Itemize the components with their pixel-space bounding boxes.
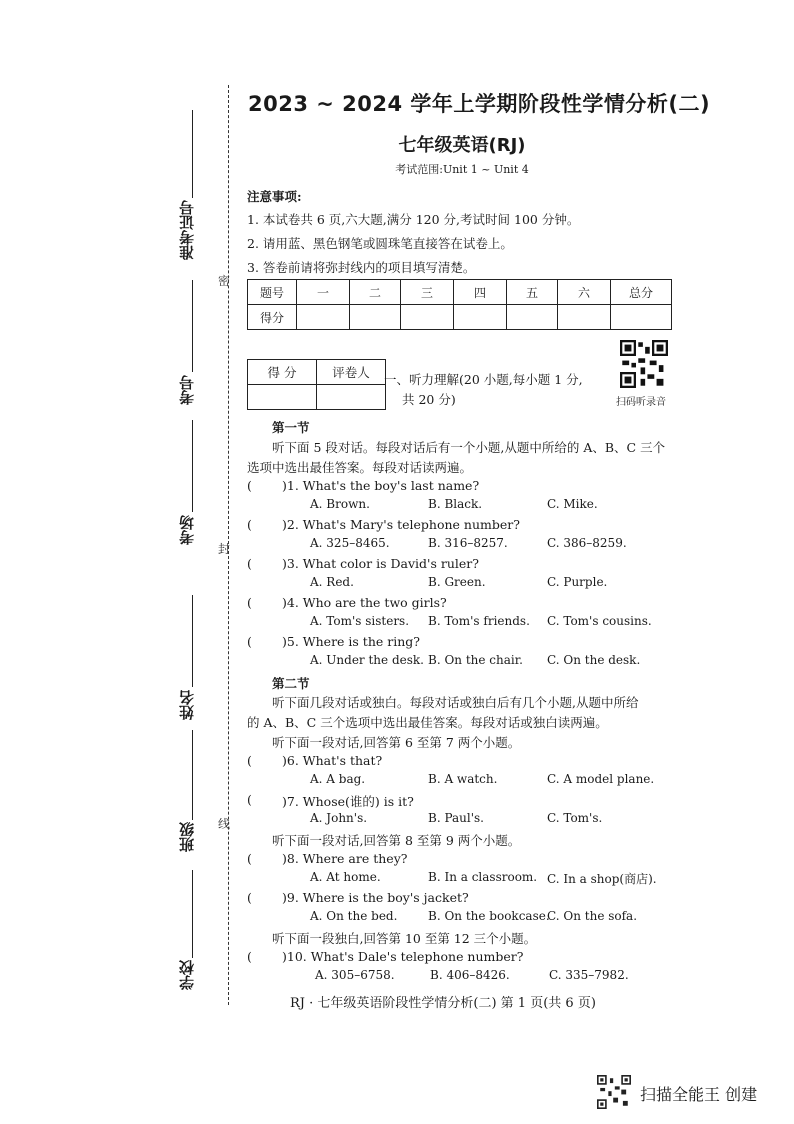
score-row-label: 得分	[248, 305, 297, 330]
option-b: B. In a classroom.	[428, 870, 538, 884]
score-table	[247, 279, 672, 330]
grader-box	[247, 359, 386, 410]
score-cell[interactable]	[454, 305, 507, 330]
score-header: 总分	[611, 280, 672, 305]
score-header: 二	[350, 280, 401, 305]
fill-line[interactable]	[192, 280, 193, 372]
sub-instruction: 听下面一段对话,回答第 8 至第 9 两个小题。	[272, 833, 521, 848]
option-b: B. On the chair.	[428, 653, 523, 667]
section1-title-cont: 共 20 分)	[402, 392, 456, 407]
option-b: B. 316–8257.	[428, 536, 508, 550]
seal-mark: 密	[218, 274, 231, 288]
option-a: A. A bag.	[310, 772, 366, 786]
score-cell[interactable]	[611, 305, 672, 330]
grader-name-cell[interactable]	[317, 385, 386, 410]
option-c: C. 386–8259.	[547, 536, 627, 550]
exam-scope: 考试范围:Unit 1 ~ Unit 4	[395, 163, 529, 176]
part2-heading: 第二节	[272, 676, 310, 691]
score-header: 五	[507, 280, 558, 305]
option-c: C. Tom's cousins.	[547, 614, 652, 628]
score-header: 一	[297, 280, 350, 305]
answer-bracket[interactable]: (	[247, 478, 252, 493]
option-a: A. Brown.	[310, 497, 370, 511]
option-c: C. Mike.	[547, 497, 598, 511]
label-class: 班级	[178, 822, 196, 852]
option-c: C. 335–7982.	[549, 968, 629, 982]
fill-line[interactable]	[192, 420, 193, 512]
part1-heading: 第一节	[272, 420, 310, 435]
option-b: B. Black.	[428, 497, 483, 511]
question: )8. Where are they?	[282, 851, 408, 866]
score-cell[interactable]	[297, 305, 350, 330]
question: )6. What's that?	[282, 753, 383, 768]
sub-instruction: 听下面一段独白,回答第 10 至第 12 三个小题。	[272, 931, 537, 946]
label-exam-room: 考场	[178, 515, 196, 545]
note-item: 2. 请用蓝、黑色钢笔或圆珠笔直接答在试卷上。	[247, 236, 513, 251]
score-cell[interactable]	[558, 305, 611, 330]
option-a: A. 305–6758.	[315, 968, 395, 982]
part2-instruction: 听下面几段对话或独白。每段对话或独白后有几个小题,从题中所给	[272, 695, 639, 710]
score-header: 三	[401, 280, 454, 305]
option-c: C. On the sofa.	[547, 909, 638, 923]
answer-bracket[interactable]: (	[247, 890, 252, 905]
option-b: B. Tom's friends.	[428, 614, 530, 628]
score-cell[interactable]	[507, 305, 558, 330]
option-c: C. A model plane.	[547, 772, 655, 786]
option-c: C. On the desk.	[547, 653, 641, 667]
option-a: A. John's.	[310, 811, 368, 825]
option-b: B. Paul's.	[428, 811, 484, 825]
qr-code-icon[interactable]	[620, 340, 668, 388]
option-a: A. Red.	[310, 575, 354, 589]
part2-instruction-cont: 的 A、B、C 三个选项中选出最佳答案。每段对话或独白读两遍。	[247, 715, 608, 730]
score-cell[interactable]	[350, 305, 401, 330]
answer-bracket[interactable]: (	[247, 595, 252, 610]
score-header: 四	[454, 280, 507, 305]
question: )10. What's Dale's telephone number?	[282, 949, 524, 964]
option-b: B. Green.	[428, 575, 486, 589]
answer-bracket[interactable]: (	[247, 851, 252, 866]
grader-name-label: 评卷人	[317, 360, 386, 385]
subject-title: 七年级英语(RJ)	[398, 135, 526, 156]
fill-line[interactable]	[192, 595, 193, 687]
question: )3. What color is David's ruler?	[282, 556, 479, 571]
option-c: C. In a shop(商店).	[547, 872, 657, 886]
score-header: 题号	[248, 280, 297, 305]
part1-instruction: 听下面 5 段对话。每段对话后有一个小题,从题中所给的 A、B、C 三个	[272, 440, 666, 455]
page-footer: RJ · 七年级英语阶段性学情分析(二) 第 1 页(共 6 页)	[290, 996, 596, 1011]
option-a: A. At home.	[310, 870, 381, 884]
option-b: B. On the bookcase.	[428, 909, 550, 923]
score-cell[interactable]	[401, 305, 454, 330]
grader-score-cell[interactable]	[248, 385, 317, 410]
question: )2. What's Mary's telephone number?	[282, 517, 520, 532]
question: )7. Whose(谁的) is it?	[282, 794, 414, 809]
option-b: B. 406–8426.	[430, 968, 510, 982]
note-item: 1. 本试卷共 6 页,六大题,满分 120 分,考试时间 100 分钟。	[247, 212, 580, 227]
score-header: 六	[558, 280, 611, 305]
sub-instruction: 听下面一段对话,回答第 6 至第 7 两个小题。	[272, 735, 521, 750]
option-c: C. Tom's.	[547, 811, 603, 825]
section1-title: 一、听力理解(20 小题,每小题 1 分,	[384, 372, 583, 387]
option-a: A. 325–8465.	[310, 536, 390, 550]
fill-line[interactable]	[192, 870, 193, 958]
notes-heading: 注意事项:	[247, 189, 302, 204]
question: )4. Who are the two girls?	[282, 595, 447, 610]
question: )5. Where is the ring?	[282, 634, 420, 649]
scanner-qr-icon	[597, 1075, 631, 1109]
answer-bracket[interactable]: (	[247, 792, 252, 807]
seal-mark: 线	[218, 817, 231, 831]
label-name: 姓名	[178, 690, 196, 720]
answer-bracket[interactable]: (	[247, 556, 252, 571]
scanner-watermark: 扫描全能王 创建	[640, 1085, 758, 1104]
option-a: A. Tom's sisters.	[310, 614, 410, 628]
answer-bracket[interactable]: (	[247, 949, 252, 964]
answer-bracket[interactable]: (	[247, 517, 252, 532]
answer-bracket[interactable]: (	[247, 753, 252, 768]
option-c: C. Purple.	[547, 575, 608, 589]
label-school: 学校	[178, 960, 196, 990]
note-item: 3. 答卷前请将弥封线内的项目填写清楚。	[247, 260, 476, 275]
option-a: A. On the bed.	[310, 909, 398, 923]
question: )9. Where is the boy's jacket?	[282, 890, 469, 905]
question: )1. What's the boy's last name?	[282, 478, 480, 493]
part1-instruction-cont: 选项中选出最佳答案。每段对话读两遍。	[247, 460, 473, 475]
fill-line[interactable]	[192, 730, 193, 820]
qr-caption: 扫码听录音	[616, 397, 666, 408]
grader-score-label: 得 分	[248, 360, 317, 385]
option-b: B. A watch.	[428, 772, 498, 786]
seal-mark: 封	[218, 542, 231, 556]
exam-title: 2023 ~ 2024 学年上学期阶段性学情分析(二)	[248, 92, 711, 116]
label-exam-id: 准考证号	[178, 200, 196, 260]
option-a: A. Under the desk.	[310, 653, 424, 667]
answer-bracket[interactable]: (	[247, 634, 252, 649]
label-exam-number: 考号	[178, 375, 196, 405]
